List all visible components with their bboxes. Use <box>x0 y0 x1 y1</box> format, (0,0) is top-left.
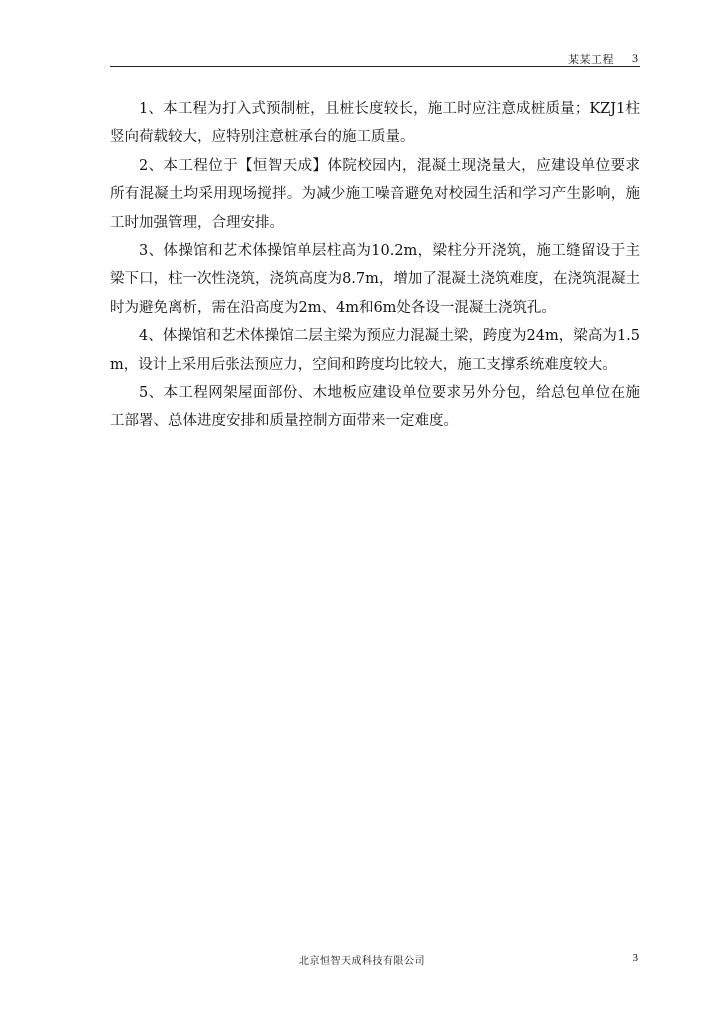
header-title: 某某工程 <box>568 53 614 66</box>
footer-page-number: 3 <box>632 952 638 964</box>
footer-company-name: 北京恒智天成科技有限公司 <box>299 956 425 967</box>
paragraph-1: 1、本工程为打入式预制桩，且桩长度较长，施工时应注意成桩质量；KZJ1柱竖向荷载较大，应特别注意桩承台的施工质量。 <box>110 101 640 146</box>
page-footer <box>0 951 724 969</box>
paragraph-3: 3、体操馆和艺术体操馆单层柱高为10.2m，梁柱分开浇筑，施工缝留设于主梁下口，柱一次性浇筑，浇筑高度为8.7m，增加了混凝土浇筑难度，在浇筑混凝土时为避免离析，需在沿高度为2m、4m和6m处各设一混凝土浇筑孔。 <box>110 243 640 316</box>
page-header <box>110 48 640 68</box>
header-divider <box>110 66 640 67</box>
paragraph-4: 4、体操馆和艺术体操馆二层主梁为预应力混凝土梁，跨度为24m，梁高为1.5m，设计上采用后张法预应力，空间和跨度均比较大，施工支撑系统难度较大。 <box>110 328 640 373</box>
body-text <box>110 95 640 436</box>
paragraph-2: 2、本工程位于【恒智天成】体院校园内，混凝土现浇量大，应建设单位要求所有混凝土均采用现场搅拌。为减少施工噪音避免对校园生活和学习产生影响，施工时加强管理，合理安排。 <box>110 157 640 231</box>
paragraph-5: 5、本工程网架屋面部份、木地板应建设单位要求另外分包，给总包单位在施工部署、总体进度安排和质量控制方面带来一定难度。 <box>110 385 640 430</box>
header-page-number: 3 <box>632 51 638 65</box>
